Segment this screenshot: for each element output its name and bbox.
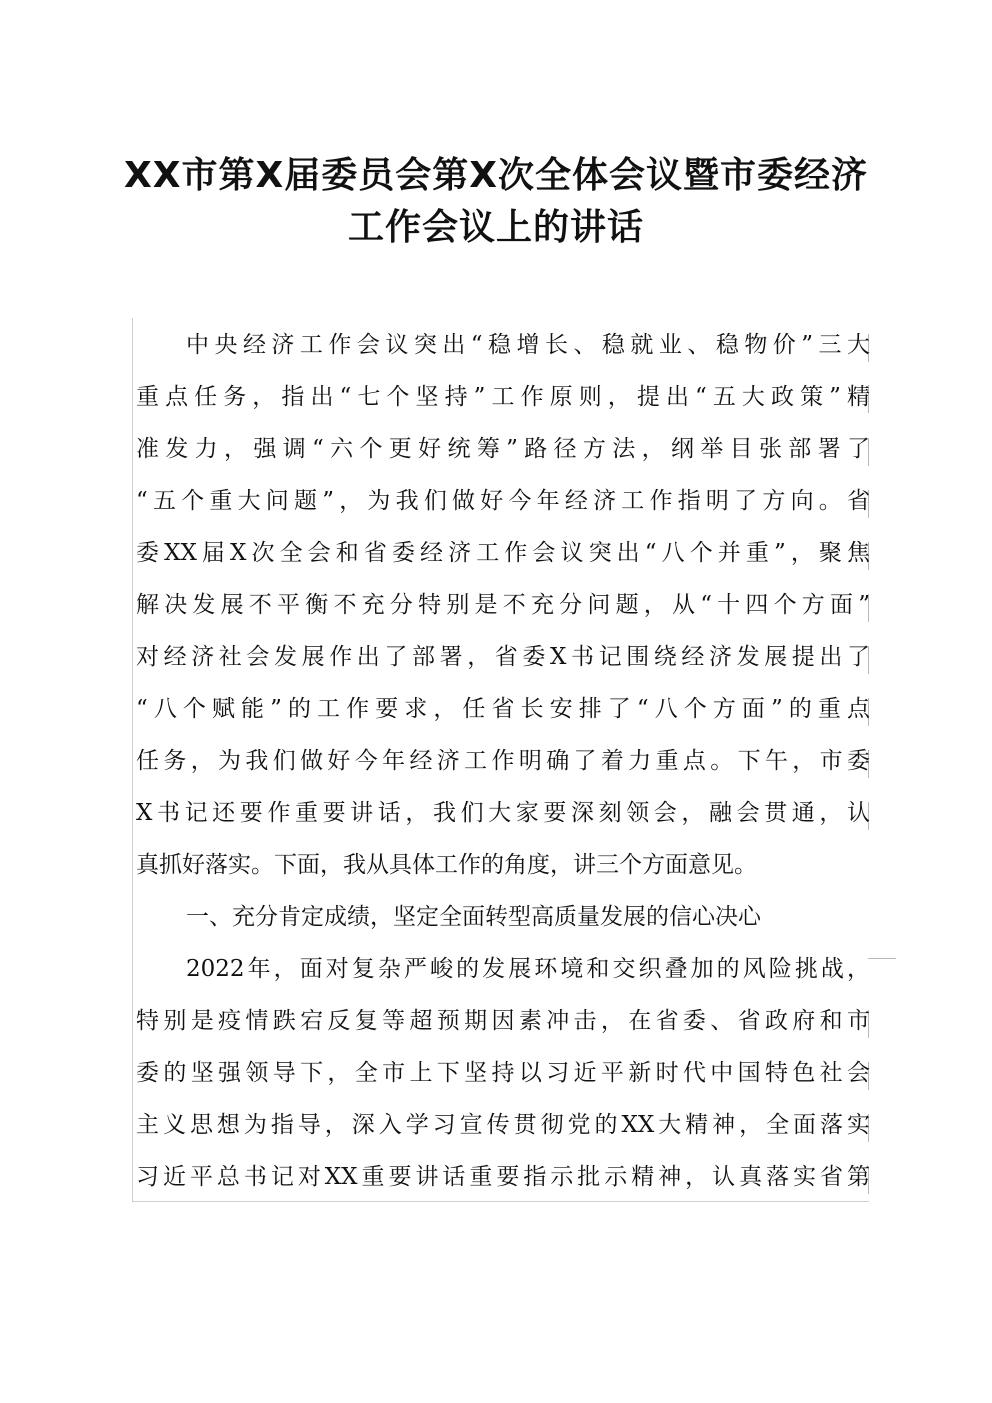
body-line: 主义思想为指导，深入学习宣传贯彻党的XX大精神，全面落实 xyxy=(136,1112,870,1138)
body-line: 任务，为我们做好今年经济工作明确了着力重点。下午，市委 xyxy=(136,748,870,774)
body-line: “八个赋能”的工作要求，任省长安排了“八个方面”的重点 xyxy=(136,696,870,722)
body-line: 对经济社会发展作出了部署，省委X书记围绕经济发展提出了 xyxy=(136,644,870,670)
document-title-line-2: 工作会议上的讲话 xyxy=(347,207,644,248)
body-line: “五个重大问题”，为我们做好今年经济工作指明了方向。省 xyxy=(136,488,870,514)
body-line: X书记还要作重要讲话，我们大家要深刻领会，融会贯通，认 xyxy=(136,800,870,826)
right-margin-tick xyxy=(868,958,896,959)
body-line: 委XX届X次全会和省委经济工作会议突出“八个并重”，聚焦 xyxy=(136,540,870,566)
body-line: 重点任务，指出“七个坚持”工作原则，提出“五大政策”精 xyxy=(136,384,870,410)
section-heading: 一、充分肯定成绩，坚定全面转型高质量发展的信心决心 xyxy=(186,904,761,930)
body-line: 中央经济工作会议突出“稳增长、稳就业、稳物价”三大 xyxy=(186,332,870,358)
body-line: 习近平总书记对XX重要讲话重要指示批示精神，认真落实省第 xyxy=(136,1164,870,1190)
body-line: 准发力，强调“六个更好统筹”路径方法，纲举目张部署了 xyxy=(136,436,870,462)
body-line: 委的坚强领导下，全市上下坚持以习近平新时代中国特色社会 xyxy=(136,1060,870,1086)
body-line: 真抓好落实。下面，我从具体工作的角度，讲三个方面意见。 xyxy=(136,852,757,878)
body-line: 特别是疫情跌宕反复等超预期因素冲击，在省委、省政府和市 xyxy=(136,1008,870,1034)
document-title-line-1: XX市第X届委员会第X次全体会议暨市委经济 xyxy=(123,155,869,196)
body-line: 2022年，面对复杂严峻的发展环境和交织叠加的风险挑战， xyxy=(186,956,870,982)
body-line: 解决发展不平衡不充分特别是不充分问题，从“十四个方面” xyxy=(136,592,870,618)
